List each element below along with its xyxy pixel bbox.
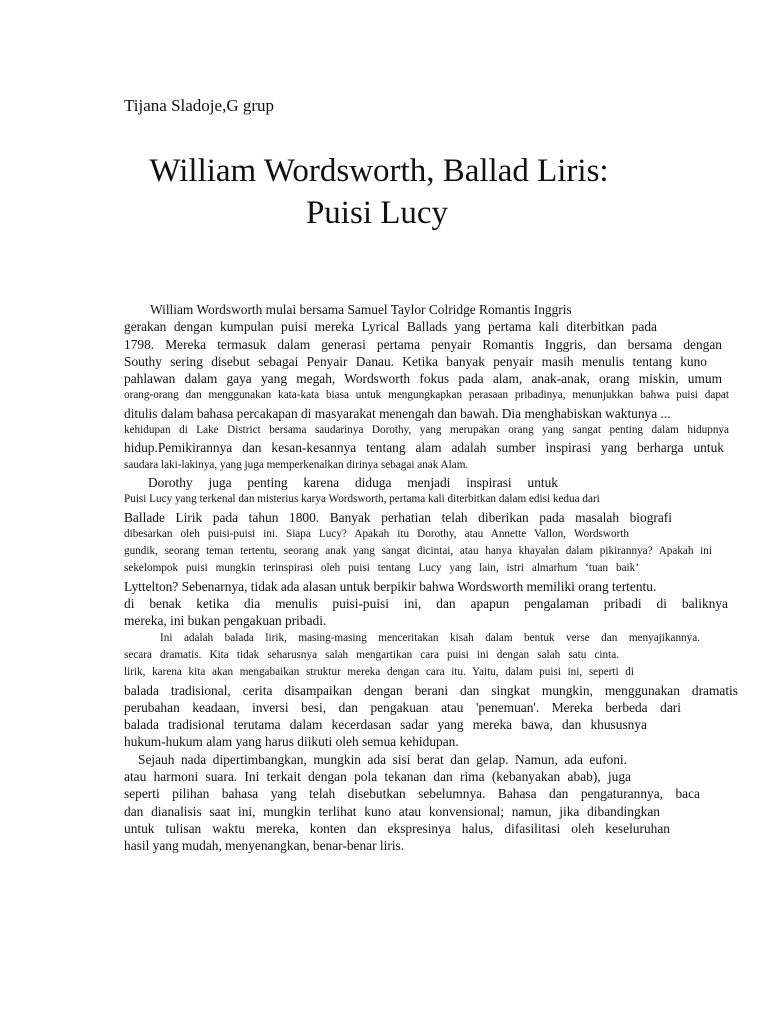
text-line: mereka, ini bukan pengakuan pribadi. bbox=[124, 613, 327, 629]
text-line: ditulis dalam bahasa percakapan di masyarakat menengah dan bawah. Dia menghabiskan waktunya ... bbox=[124, 405, 671, 421]
text-line: Lyttelton? Sebenarnya, tidak ada alasan untuk berpikir bahwa Wordsworth memiliki orang tertentu. bbox=[124, 578, 657, 594]
text-line: hasil yang mudah, menyenangkan, benar-benar liris. bbox=[124, 838, 405, 854]
text-line: seperti pilihan bahasa yang telah disebutkan sebelumnya. Bahasa dan pengaturannya, baca bbox=[124, 786, 700, 802]
text-line: di benak ketika dia menulis puisi-puisi ini, dan apapun pengalaman pribadi di baliknya bbox=[124, 596, 728, 612]
body-text bbox=[124, 301, 740, 855]
text-line: hukum-hukum alam yang harus diikuti oleh semua kehidupan. bbox=[124, 734, 459, 750]
text-line: perubahan keadaan, inversi besi, dan pengakuan atau 'penemuan'. Mereka berbeda dari bbox=[124, 699, 681, 715]
text-line: dan dianalisis saat ini, mungkin terlihat kuno atau konvensional; namun, jika dibandingkan bbox=[124, 803, 660, 819]
title-line-2: Puisi Lucy bbox=[305, 195, 449, 231]
text-line: untuk tulisan waktu mereka, konten dan ekspresinya halus, difasilitasi oleh keseluruhan bbox=[124, 820, 670, 836]
text-line: saudara laki-lakinya, yang juga memperkenalkan dirinya sebagai anak Alam. bbox=[124, 458, 469, 471]
text-line: hidup.Pemikirannya dan kesan-kesannya tentang alam adalah sumber inspirasi yang berharga untuk bbox=[124, 440, 724, 456]
text-line: Southy sering disebut sebagai Penyair Danau. Ketika banyak penyair masih menulis tentang kuno bbox=[124, 353, 707, 369]
text-line: kehidupan di Lake District bersama saudarinya Dorothy, yang merupakan orang yang sangat penting dalam hidupnya bbox=[124, 424, 729, 437]
text-line: sekelompok puisi mungkin terinspirasi oleh puisi tentang Lucy yang lain, istri almarhum ‘tuan baik’ bbox=[124, 562, 639, 575]
text-line: Sejauh nada dipertimbangkan, mungkin ada sisi berat dan gelap. Namun, ada eufoni. bbox=[138, 751, 627, 767]
title-line-1: William Wordsworth, Ballad Liris: bbox=[149, 153, 609, 189]
text-line: Ballade Lirik pada tahun 1800. Banyak perhatian telah diberikan pada masalah biografi bbox=[124, 509, 672, 525]
text-line: secara dramatis. Kita tidak seharusnya salah mengartikan cara puisi ini dengan salah satu cinta. bbox=[124, 648, 619, 661]
text-line: Ini adalah balada lirik, masing-masing menceritakan kisah dalam bentuk verse dan menyajikannya. bbox=[160, 631, 700, 644]
text-line: lirik, karena kita akan mengabaikan struktur mereka dengan cara itu. Yaitu, dalam puisi ini, seperti di bbox=[124, 666, 634, 679]
text-line: Dorothy juga penting karena diduga menjadi inspirasi untuk bbox=[148, 474, 558, 490]
text-line: dibesarkan oleh puisi-puisi ini. Siapa Lucy? Apakah itu Dorothy, atau Annette Vallon, Wordsworth bbox=[124, 527, 629, 540]
text-line: atau harmoni suara. Ini terkait dengan pola tekanan dan rima (kebanyakan abab), juga bbox=[124, 769, 631, 785]
text-line: balada tradisional, cerita disampaikan dengan berani dan singkat mungkin, menggunakan dramatis bbox=[124, 682, 738, 698]
text-line: Puisi Lucy yang terkenal dan misterius karya Wordsworth, pertama kali diterbitkan dalam edisi kedua dari bbox=[124, 493, 600, 506]
text-line: William Wordsworth mulai bersama Samuel Taylor Colridge Romantis Inggris bbox=[150, 302, 572, 317]
text-line: orang-orang dan menggunakan kata-kata biasa untuk mengungkapkan perasaan pribadinya, menunjukkan bahwa puisi dapat bbox=[124, 389, 729, 402]
text-line: pahlawan dalam gaya yang megah, Wordsworth fokus pada alam, anak-anak, orang miskin, umum bbox=[124, 371, 722, 387]
text-line: gundik, seorang teman tertentu, seorang anak yang sangat dicintai, atau hanya khayalan dalam pikirannya? Apakah ini bbox=[124, 545, 712, 558]
author-line: Tijana Sladoje,G grup bbox=[124, 96, 275, 115]
text-line: 1798. Mereka termasuk dalam generasi pertama penyair Romantis Inggris, dan bersama dengan bbox=[124, 336, 722, 352]
text-line: balada tradisional terutama dalam kecerdasan sadar yang mereka bawa, dan khususnya bbox=[124, 717, 647, 733]
text-line: gerakan dengan kumpulan puisi mereka Lyrical Ballads yang pertama kali diterbitkan pada bbox=[124, 319, 657, 335]
document-title bbox=[0, 150, 768, 234]
